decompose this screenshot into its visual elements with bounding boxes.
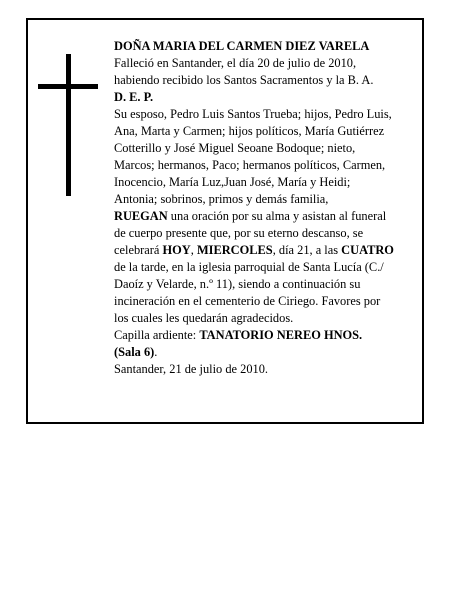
family-line: Cotterillo y José Miguel Seoane Bodoque; nieto, xyxy=(114,141,356,155)
comma-separator: , xyxy=(190,243,197,257)
miercoles-word: MIERCOLES xyxy=(196,243,273,257)
family-line: Antonia; sobrinos, primos y demás familia, xyxy=(114,192,329,206)
dia-text: , día 21, a las xyxy=(272,243,342,257)
sala-suffix: . xyxy=(154,345,158,359)
funeral-schedule-line xyxy=(114,242,408,259)
rip-line: D. E. P. xyxy=(114,90,154,104)
cross-icon xyxy=(66,54,71,196)
family-line: Ana, Marta y Carmen; hijos políticos, María Gutiérrez xyxy=(114,124,385,138)
celebrara-prefix: celebrará xyxy=(114,243,163,257)
capilla-line xyxy=(114,327,408,344)
ruegan-line xyxy=(114,208,408,225)
funeral-line: Daoíz y Velarde, n.º 11), siendo a continuación su xyxy=(114,277,361,291)
tanatorio-name: TANATORIO NEREO HNOS. xyxy=(199,328,363,342)
deceased-name: DOÑA MARIA DEL CARMEN DIEZ VARELA xyxy=(114,39,370,53)
death-line-2: habiendo recibido los Santos Sacramentos y la B. A. xyxy=(114,73,374,87)
death-line-1: Falleció en Santander, el día 20 de julio de 2010, xyxy=(114,56,357,70)
ruegan-word: RUEGAN xyxy=(114,209,168,223)
sala-line xyxy=(114,344,408,361)
funeral-line: de cuerpo presente que, por su eterno descanso, se xyxy=(114,226,364,240)
cross-icon-bar xyxy=(38,84,98,89)
hoy-word: HOY xyxy=(162,243,191,257)
funeral-line: los cuales les quedarán agradecidos. xyxy=(114,311,294,325)
family-line: Su esposo, Pedro Luis Santos Trueba; hijos, Pedro Luis, xyxy=(114,107,392,121)
family-line: Marcos; hermanos, Paco; hermanos políticos, Carmen, xyxy=(114,158,386,172)
funeral-line: incineración en el cementerio de Ciriego. Favores por xyxy=(114,294,381,308)
funeral-line: de la tarde, en la iglesia parroquial de Santa Lucía (C./ xyxy=(114,260,384,274)
obituary-text xyxy=(114,38,408,378)
ruegan-rest: una oración por su alma y asistan al funeral xyxy=(167,209,387,223)
date-place: Santander, 21 de julio de 2010. xyxy=(114,362,269,376)
cuatro-word: CUATRO xyxy=(341,243,394,257)
family-line: Inocencio, María Luz,Juan José, María y Heidi; xyxy=(114,175,351,189)
sala-label: (Sala 6) xyxy=(114,345,155,359)
capilla-prefix: Capilla ardiente: xyxy=(114,328,200,342)
